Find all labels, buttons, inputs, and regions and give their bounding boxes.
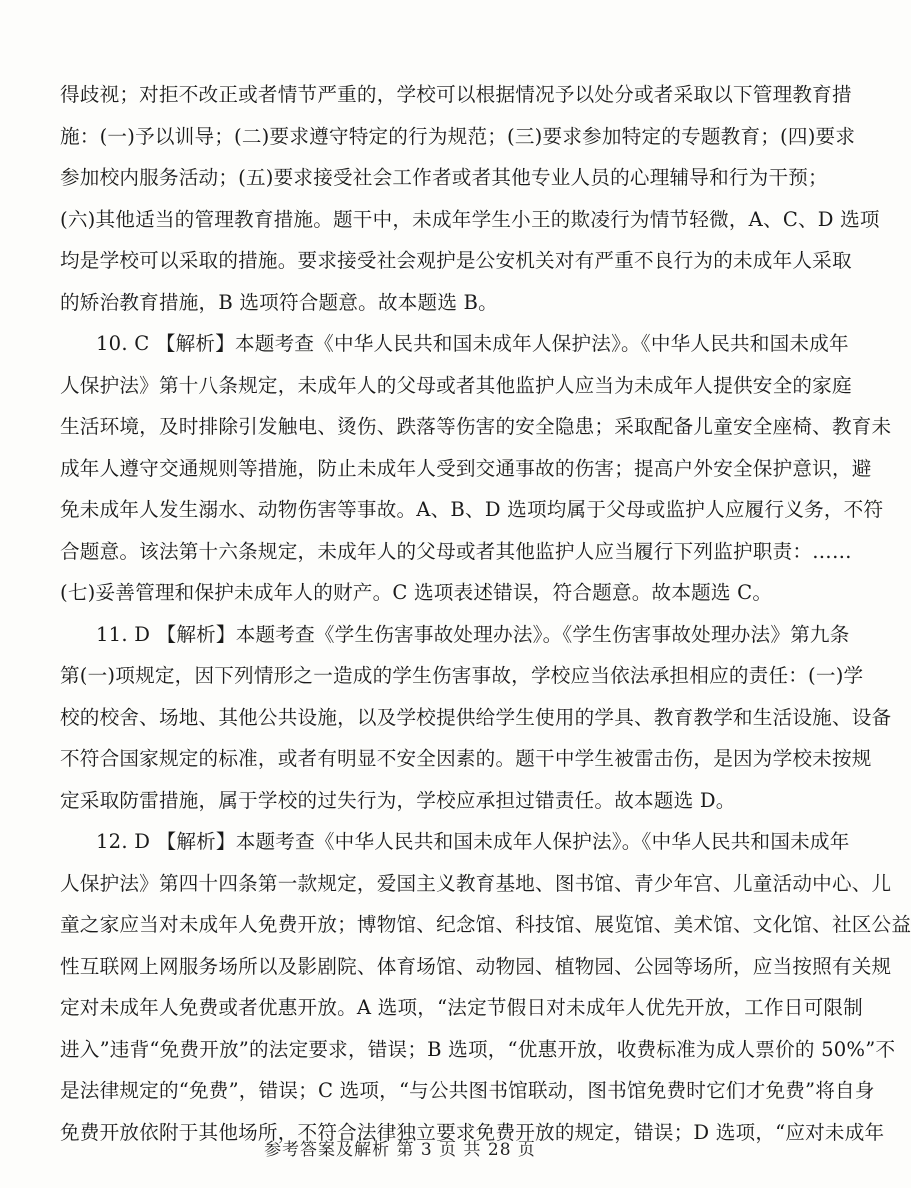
answer-11 — [60, 614, 892, 822]
text-line: 童之家应当对未成年人免费开放；博物馆、纪念馆、科技馆、展览馆、美术馆、文化馆、社区公益 — [60, 913, 911, 936]
text-line: 人保护法》第四十四条第一款规定，爱国主义教育基地、图书馆、青少年宫、儿童活动中心、儿 — [60, 871, 892, 895]
text-line: 校的校舍、场地、其他公共设施，以及学校提供给学生使用的学具、教育教学和生活设施、设备 — [60, 705, 892, 729]
text-line: 12. D 【解析】本题考查《中华人民共和国未成年人保护法》。《中华人民共和国未成年 — [96, 830, 850, 853]
text-line: 参加校内服务活动；(五)要求接受社会工作者或者其他专业人员的心理辅导和行为干预； — [60, 166, 828, 189]
answer-12 — [60, 821, 911, 1153]
text-line: (六)其他适当的管理教育措施。题干中，未成年学生小王的欺凌行为情节轻微，A、C、D 选项 — [60, 207, 880, 231]
text-line: 合题意。该法第十六条规定，未成年人的父母或者其他监护人应当履行下列监护职责：…… — [60, 539, 852, 563]
text-line: 10. C 【解析】本题考查《中华人民共和国未成年人保护法》。《中华人民共和国未成年 — [96, 332, 849, 355]
paragraph-continuation — [60, 74, 880, 323]
text-line: 免费开放依附于其他场所，不符合法律独立要求免费开放的规定，错误；D 选项，“应对未成年 — [60, 1120, 885, 1144]
answer-10 — [60, 323, 892, 614]
text-line: 不符合国家规定的标准，或者有明显不安全因素的。题干中学生被雷击伤，是因为学校未按规 — [60, 747, 872, 770]
text-line: 11. D 【解析】本题考查《学生伤害事故处理办法》。《学生伤害事故处理办法》第九条 — [96, 622, 850, 646]
text-line: 定采取防雷措施，属于学校的过失行为，学校应承担过错责任。故本题选 D。 — [60, 788, 736, 812]
text-line: 成年人遵守交通规则等措施，防止未成年人受到交通事故的伤害；提高户外安全保护意识，避 — [60, 456, 872, 480]
text-line: 免未成年人发生溺水、动物伤害等事故。A、B、D 选项均属于父母或监护人应履行义务，不符 — [60, 498, 884, 521]
text-line: 均是学校可以采取的措施。要求接受社会观护是公安机关对有严重不良行为的未成年人采取 — [60, 249, 852, 272]
text-line: 施：(一)予以训导；(二)要求遵守特定的行为规范；(三)要求参加特定的专题教育；(四)要求 — [60, 124, 856, 148]
text-line: 性互联网上网服务场所以及影剧院、体育场馆、动物园、植物园、公园等场所，应当按照有关规 — [60, 954, 892, 978]
text-line: 生活环境，及时排除引发触电、烫伤、跌落等伤害的安全隐患；采取配备儿童安全座椅、教育未 — [60, 415, 892, 438]
text-line: 得歧视；对拒不改正或者情节严重的，学校可以根据情况予以处分或者采取以下管理教育措 — [60, 83, 852, 106]
text-line: 进入”违背“免费开放”的法定要求，错误；B 选项，“优惠开放，收费标准为成人票价的 50%”不 — [60, 1037, 896, 1061]
page-footer: 参考答案及解析 第 3 页 共 28 页 — [264, 1140, 536, 1160]
text-line: 人保护法》第十八条规定，未成年人的父母或者其他监护人应当为未成年人提供安全的家庭 — [60, 373, 852, 397]
text-line: 的矫治教育措施，B 选项符合题意。故本题选 B。 — [60, 290, 498, 314]
text-line: (七)妥善管理和保护未成年人的财产。C 选项表述错误，符合题意。故本题选 C。 — [60, 581, 773, 604]
text-line: 定对未成年人免费或者优惠开放。A 选项，“法定节假日对未成年人优先开放，工作日可限制 — [60, 996, 863, 1019]
document-body — [60, 74, 911, 1153]
text-line: 是法律规定的“免费”，错误；C 选项，“与公共图书馆联动，图书馆免费时它们才免费”将自身 — [60, 1079, 875, 1102]
text-line: 第(一)项规定，因下列情形之一造成的学生伤害事故，学校应当依法承担相应的责任：(一)学 — [60, 664, 864, 687]
